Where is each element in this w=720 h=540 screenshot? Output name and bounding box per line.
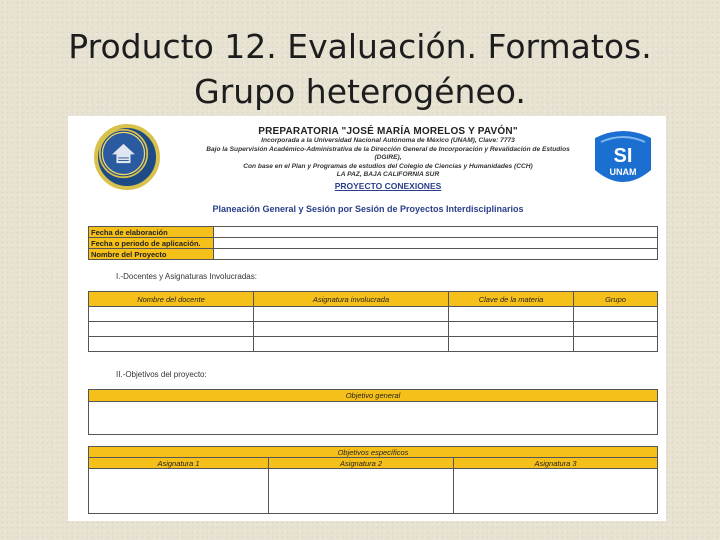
column-header: Asignatura involucrada — [254, 292, 449, 307]
column-header: Nombre del docente — [89, 292, 254, 307]
table-row — [89, 238, 658, 249]
objetivos-especificos-table — [88, 446, 658, 514]
document-header — [198, 126, 578, 191]
slide-title-line2: Grupo heterogéneo. — [194, 72, 526, 111]
table-header-row — [89, 458, 658, 469]
header-line-location: LA PAZ, BAJA CALIFORNIA SUR — [336, 171, 440, 178]
si-unam-logo — [587, 124, 659, 194]
objetivo-general-table — [88, 389, 658, 435]
slide-title — [20, 24, 700, 114]
info-value-cell — [214, 227, 658, 238]
table-row — [89, 249, 658, 260]
header-line-incorporation: Incorporada a la Universidad Nacional Autónoma de México (UNAM), Clave: 7773 — [261, 137, 515, 144]
info-label: Fecha o periodo de aplicación. — [89, 238, 214, 249]
slide-title-line1: Producto 12. Evaluación. Formatos. — [68, 27, 652, 66]
table-row — [89, 322, 658, 337]
table-header-row — [89, 390, 658, 402]
table-row — [89, 307, 658, 322]
column-header: Clave de la materia — [449, 292, 574, 307]
column-header: Objetivos específicos — [89, 447, 658, 458]
header-line-supervision: Bajo la Supervisión Académico-Administrativa de la Dirección General de Incorporación y Revalidación de Estudios (DGIRE), — [206, 145, 570, 161]
project-info-table — [88, 226, 658, 260]
table-caption-row — [89, 447, 658, 458]
table-row — [89, 227, 658, 238]
header-line-plan: Con base en el Plan y Programas de estudios del Colegio de Ciencias y Humanidades (CCH) — [243, 162, 533, 170]
info-value-cell — [214, 249, 658, 260]
table-header-row — [89, 292, 658, 307]
table-row — [89, 402, 658, 435]
column-header: Asignatura 3 — [454, 458, 658, 469]
project-name: PROYECTO CONEXIONES — [334, 180, 442, 191]
section-objetivos-heading: II.-Objetivos del proyecto: — [116, 370, 207, 379]
document-image — [68, 116, 666, 521]
column-header: Asignatura 1 — [89, 458, 269, 469]
column-header: Asignatura 2 — [269, 458, 454, 469]
column-header: Objetivo general — [89, 390, 658, 402]
docentes-table — [88, 291, 658, 352]
info-label: Fecha de elaboración — [89, 227, 214, 238]
info-label: Nombre del Proyecto — [89, 249, 214, 260]
school-name: PREPARATORIA "JOSÉ MARÍA MORELOS Y PAVÓN" — [258, 126, 518, 137]
school-seal-logo — [94, 124, 160, 190]
si-logo-text: SI — [613, 145, 633, 167]
table-row — [89, 469, 658, 514]
section-docentes-heading: I.-Docentes y Asignaturas Involucradas: — [116, 272, 257, 281]
info-value-cell — [214, 238, 658, 249]
column-header: Grupo — [574, 292, 658, 307]
document-title: Planeación General y Sesión por Sesión de Proyectos Interdisciplinarios — [212, 204, 524, 214]
unam-logo-text: UNAM — [609, 167, 637, 177]
table-row — [89, 337, 658, 352]
